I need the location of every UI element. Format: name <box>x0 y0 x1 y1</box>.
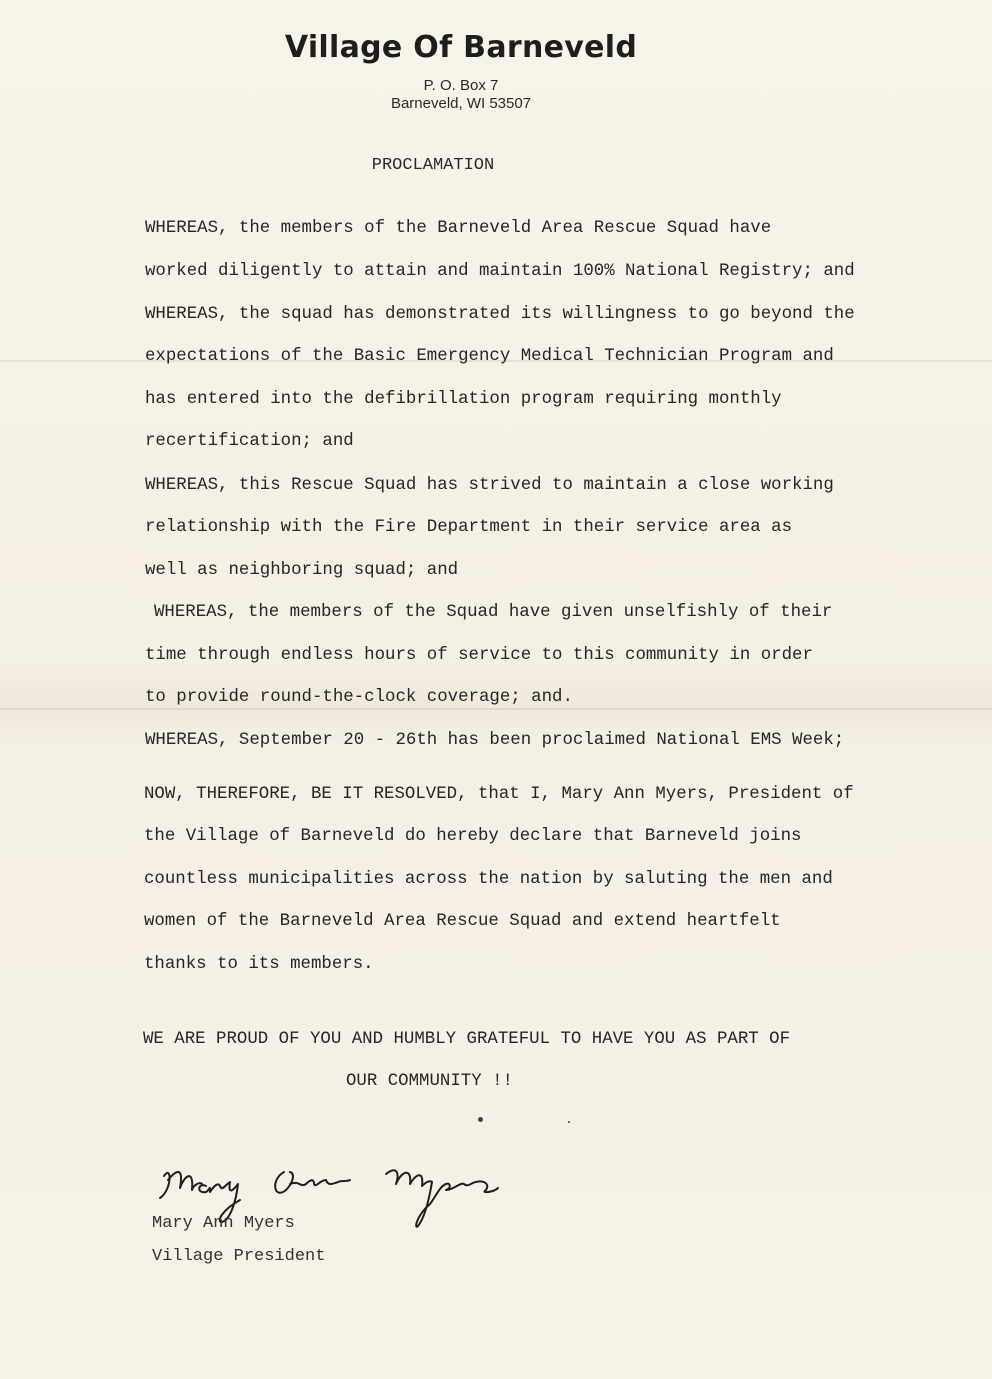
body-line: the Village of Barneveld do hereby declare that Barneveld joins <box>144 827 802 846</box>
body-line: has entered into the defibrillation program requiring monthly <box>145 390 782 409</box>
body-line: time through endless hours of service to this community in order <box>145 646 813 665</box>
body-line: to provide round-the-clock coverage; and. <box>145 688 573 707</box>
paper-fold <box>0 708 992 710</box>
document-title: PROCLAMATION <box>371 156 495 175</box>
closing-line: WE ARE PROUD OF YOU AND HUMBLY GRATEFUL TO HAVE YOU AS PART OF <box>143 1030 791 1049</box>
body-line: WHEREAS, this Rescue Squad has strived to maintain a close working <box>145 476 834 495</box>
body-line: WHEREAS, September 20 - 26th has been proclaimed National EMS Week; <box>145 731 845 750</box>
body-line: worked diligently to attain and maintain 100% National Registry; and <box>145 262 855 281</box>
body-line: women of the Barneveld Area Rescue Squad and extend heartfelt <box>144 912 781 931</box>
ink-speck <box>478 1117 483 1122</box>
body-line: WHEREAS, the members of the Squad have given unselfishly of their <box>154 603 833 622</box>
signatory-title: Village President <box>152 1247 326 1266</box>
letterhead-address-line1: P. O. Box 7 <box>423 77 499 94</box>
body-line: thanks to its members. <box>144 955 374 974</box>
body-line: expectations of the Basic Emergency Medical Technician Program and <box>145 347 834 366</box>
letterhead-title: Village Of Barneveld <box>284 30 638 65</box>
body-line: WHEREAS, the squad has demonstrated its willingness to go beyond the <box>145 305 855 324</box>
letterhead-address-line2: Barneveld, WI 53507 <box>390 95 532 112</box>
body-line: well as neighboring squad; and <box>145 561 459 580</box>
body-line: relationship with the Fire Department in their service area as <box>145 518 793 537</box>
body-line: WHEREAS, the members of the Barneveld Area Rescue Squad have <box>145 219 772 238</box>
body-line: NOW, THEREFORE, BE IT RESOLVED, that I, Mary Ann Myers, President of <box>144 785 854 804</box>
body-line: countless municipalities across the nation by saluting the men and <box>144 870 833 889</box>
body-line: recertification; and <box>145 432 354 451</box>
signatory-name: Mary Ann Myers <box>152 1214 295 1233</box>
ink-speck <box>568 1121 570 1123</box>
closing-line: OUR COMMUNITY !! <box>346 1072 513 1091</box>
